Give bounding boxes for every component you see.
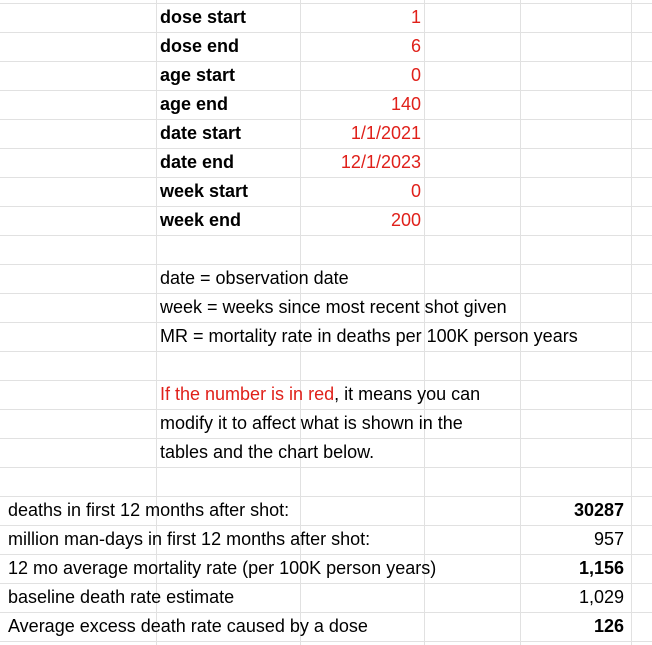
instruction-line-3[interactable]: tables and the chart below. [160, 442, 375, 462]
summary-value-excess[interactable]: 126 [593, 616, 624, 636]
definition-mr[interactable]: MR = mortality rate in deaths per 100K person years [160, 326, 578, 346]
row-gridline [0, 351, 652, 352]
param-value-age-start[interactable]: 0 [410, 65, 421, 85]
param-value-dose-start[interactable]: 1 [410, 7, 421, 27]
row-gridline [0, 235, 652, 236]
row-gridline [0, 641, 652, 642]
summary-label-mortality-rate[interactable]: 12 mo average mortality rate (per 100K person years) [8, 558, 437, 578]
summary-value-man-days[interactable]: 957 [593, 529, 624, 549]
param-label-age-start[interactable]: age start [160, 65, 236, 85]
param-label-week-start[interactable]: week start [160, 181, 249, 201]
param-value-week-start[interactable]: 0 [410, 181, 421, 201]
param-label-date-start[interactable]: date start [160, 123, 242, 143]
instruction-red-text: If the number is in red [160, 384, 335, 404]
summary-label-excess[interactable]: Average excess death rate caused by a dose [8, 616, 368, 636]
summary-label-baseline[interactable]: baseline death rate estimate [8, 587, 235, 607]
param-label-age-end[interactable]: age end [160, 94, 229, 114]
param-value-age-end[interactable]: 140 [390, 94, 421, 114]
instruction-line-1[interactable] [160, 380, 480, 409]
param-value-week-end[interactable]: 200 [390, 210, 421, 230]
summary-value-baseline[interactable]: 1,029 [578, 587, 624, 607]
row-gridline [0, 467, 652, 468]
instruction-rest-text: , it means you can [334, 384, 481, 404]
summary-value-mortality-rate[interactable]: 1,156 [578, 558, 624, 578]
summary-label-deaths[interactable]: deaths in first 12 months after shot: [8, 500, 290, 520]
param-value-dose-end[interactable]: 6 [410, 36, 421, 56]
param-label-week-end[interactable]: week end [160, 210, 242, 230]
definition-week[interactable]: week = weeks since most recent shot given [160, 297, 507, 317]
summary-value-deaths[interactable]: 30287 [573, 500, 624, 520]
column-gridline [631, 0, 632, 645]
param-value-date-start[interactable]: 1/1/2021 [350, 123, 421, 143]
param-value-date-end[interactable]: 12/1/2023 [340, 152, 421, 172]
param-label-dose-end[interactable]: dose end [160, 36, 240, 56]
param-label-dose-start[interactable]: dose start [160, 7, 247, 27]
definition-date[interactable]: date = observation date [160, 268, 349, 288]
param-label-date-end[interactable]: date end [160, 152, 235, 172]
instruction-line-2[interactable]: modify it to affect what is shown in the [160, 413, 463, 433]
summary-label-man-days[interactable]: million man-days in first 12 months after shot: [8, 529, 371, 549]
